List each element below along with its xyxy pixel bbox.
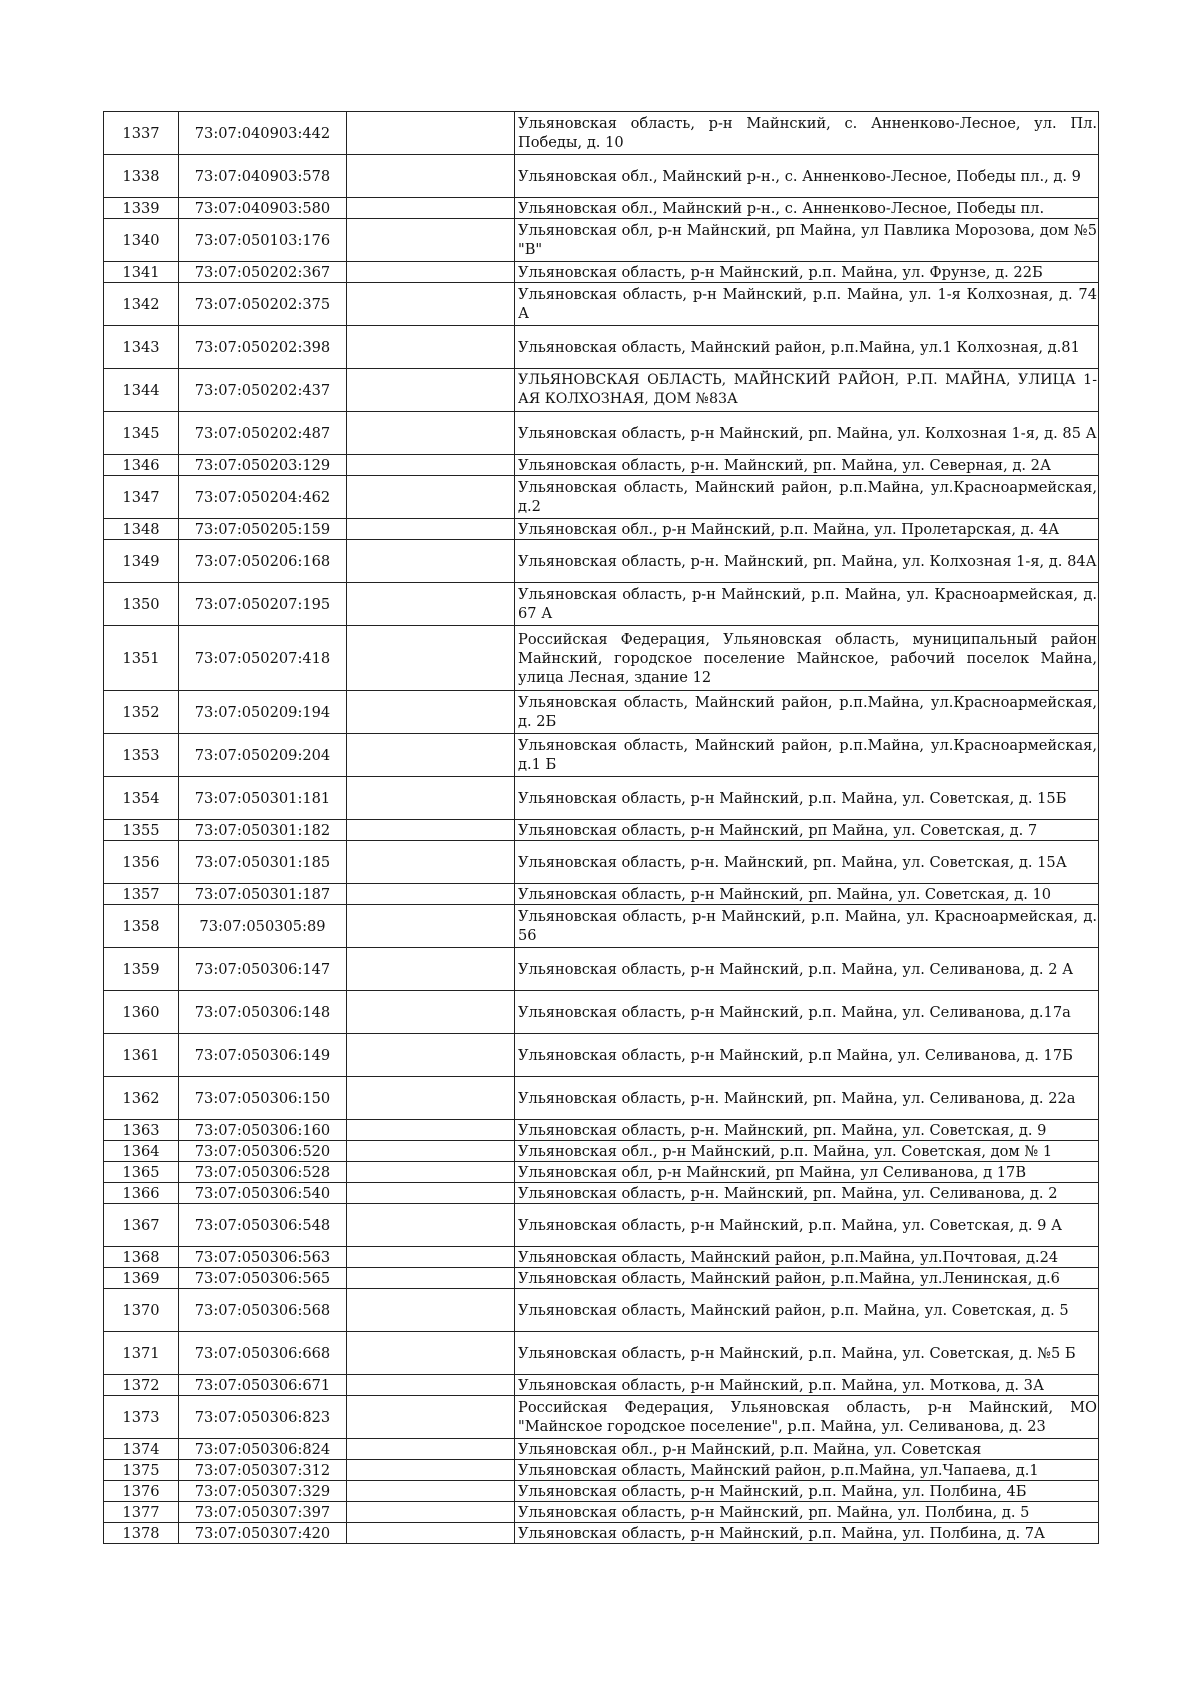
cadastral-number-cell: 73:07:050301:181	[179, 777, 347, 820]
empty-cell	[347, 1162, 515, 1183]
row-number-cell: 1344	[104, 369, 179, 412]
table-row	[104, 691, 1099, 734]
empty-cell	[347, 841, 515, 884]
address-cell: Ульяновская область, р-н. Майнский, рп. Майна, ул. Северная, д. 2А	[515, 455, 1099, 476]
empty-cell	[347, 262, 515, 283]
cadastral-number-cell: 73:07:050306:671	[179, 1375, 347, 1396]
table-row	[104, 948, 1099, 991]
cadastral-number-cell: 73:07:050202:398	[179, 326, 347, 369]
empty-cell	[347, 1332, 515, 1375]
empty-cell	[347, 1077, 515, 1120]
empty-cell	[347, 455, 515, 476]
cadastral-number-cell: 73:07:050103:176	[179, 219, 347, 262]
address-cell: Ульяновская область, р-н Майнский, р.п. Майна, ул. Селиванова, д.17а	[515, 991, 1099, 1034]
empty-cell	[347, 1523, 515, 1544]
address-cell: Ульяновская область, р-н. Майнский, рп. Майна, ул. Колхозная 1-я, д. 84А	[515, 540, 1099, 583]
row-number-cell: 1359	[104, 948, 179, 991]
table-row	[104, 1481, 1099, 1502]
table-row	[104, 884, 1099, 905]
table-row	[104, 1204, 1099, 1247]
row-number-cell: 1362	[104, 1077, 179, 1120]
table-row	[104, 1077, 1099, 1120]
empty-cell	[347, 1120, 515, 1141]
cadastral-number-cell: 73:07:050202:487	[179, 412, 347, 455]
empty-cell	[347, 884, 515, 905]
empty-cell	[347, 112, 515, 155]
empty-cell	[347, 198, 515, 219]
row-number-cell: 1356	[104, 841, 179, 884]
address-cell: Ульяновская область, Майнский район, р.п. Майна, ул. Советская, д. 5	[515, 1289, 1099, 1332]
row-number-cell: 1339	[104, 198, 179, 219]
row-number-cell: 1354	[104, 777, 179, 820]
row-number-cell: 1352	[104, 691, 179, 734]
cadastral-number-cell: 73:07:050306:528	[179, 1162, 347, 1183]
row-number-cell: 1376	[104, 1481, 179, 1502]
address-cell: Ульяновская область, р-н Майнский, рп. Майна, ул. Колхозная 1-я, д. 85 А	[515, 412, 1099, 455]
row-number-cell: 1355	[104, 820, 179, 841]
cadastral-number-cell: 73:07:050305:89	[179, 905, 347, 948]
address-cell: Ульяновская область, р-н Майнский, р.п. Майна, ул. Советская, д. №5 Б	[515, 1332, 1099, 1375]
cadastral-number-cell: 73:07:050301:185	[179, 841, 347, 884]
address-cell: Ульяновская область, р-н. Майнский, рп. Майна, ул. Советская, д. 15А	[515, 841, 1099, 884]
address-cell: Ульяновская область, р-н Майнский, р.п. Майна, ул. Моткова, д. 3А	[515, 1375, 1099, 1396]
address-cell: Ульяновская область, р-н Майнский, р.п. Майна, ул. Советская, д. 9 А	[515, 1204, 1099, 1247]
table-row	[104, 1034, 1099, 1077]
cadastral-number-cell: 73:07:050202:437	[179, 369, 347, 412]
cadastral-number-cell: 73:07:050306:565	[179, 1268, 347, 1289]
table-row	[104, 583, 1099, 626]
cadastral-number-cell: 73:07:040903:580	[179, 198, 347, 219]
row-number-cell: 1360	[104, 991, 179, 1034]
table-row	[104, 777, 1099, 820]
empty-cell	[347, 948, 515, 991]
empty-cell	[347, 734, 515, 777]
address-cell: Ульяновская область, р-н Майнский, с. Анненково-Лесное, ул. Пл. Победы, д. 10	[515, 112, 1099, 155]
address-cell: Ульяновская область, р-н. Майнский, рп. Майна, ул. Селиванова, д. 2	[515, 1183, 1099, 1204]
table-row	[104, 1183, 1099, 1204]
row-number-cell: 1350	[104, 583, 179, 626]
address-cell: Российская Федерация, Ульяновская область, р-н Майнский, МО "Майнское городское поселение", р.п. Майна, ул. Селиванова, д. 23	[515, 1396, 1099, 1439]
cadastral-number-cell: 73:07:050306:668	[179, 1332, 347, 1375]
address-cell: Ульяновская область, Майнский район, р.п.Майна, ул.Красноармейская, д.2	[515, 476, 1099, 519]
cadastral-number-cell: 73:07:050306:149	[179, 1034, 347, 1077]
address-cell: Ульяновская обл., р-н Майнский, р.п. Майна, ул. Пролетарская, д. 4А	[515, 519, 1099, 540]
empty-cell	[347, 1141, 515, 1162]
row-number-cell: 1357	[104, 884, 179, 905]
address-cell: Ульяновская область, р-н Майнский, р.п. Майна, ул. 1-я Колхозная, д. 74 А	[515, 283, 1099, 326]
row-number-cell: 1351	[104, 626, 179, 691]
row-number-cell: 1341	[104, 262, 179, 283]
cadastral-number-cell: 73:07:050202:375	[179, 283, 347, 326]
cadastral-number-cell: 73:07:050306:540	[179, 1183, 347, 1204]
row-number-cell: 1365	[104, 1162, 179, 1183]
row-number-cell: 1346	[104, 455, 179, 476]
cadastral-number-cell: 73:07:050306:548	[179, 1204, 347, 1247]
address-cell: Ульяновская область, р-н Майнский, р.п. Майна, ул. Фрунзе, д. 22Б	[515, 262, 1099, 283]
row-number-cell: 1348	[104, 519, 179, 540]
table-row	[104, 198, 1099, 219]
cadastral-number-cell: 73:07:050306:823	[179, 1396, 347, 1439]
empty-cell	[347, 777, 515, 820]
address-cell: Ульяновская область, р-н Майнский, рп Майна, ул. Советская, д. 7	[515, 820, 1099, 841]
row-number-cell: 1343	[104, 326, 179, 369]
empty-cell	[347, 219, 515, 262]
cadastral-number-cell: 73:07:040903:442	[179, 112, 347, 155]
address-cell: Ульяновская область, р-н Майнский, рп. Майна, ул. Полбина, д. 5	[515, 1502, 1099, 1523]
row-number-cell: 1340	[104, 219, 179, 262]
row-number-cell: 1349	[104, 540, 179, 583]
empty-cell	[347, 1375, 515, 1396]
address-cell: Ульяновская обл, р-н Майнский, рп Майна, ул Павлика Морозова, дом №5 "В"	[515, 219, 1099, 262]
empty-cell	[347, 1502, 515, 1523]
row-number-cell: 1375	[104, 1460, 179, 1481]
address-cell: Ульяновская область, р-н Майнский, р.п. Майна, ул. Полбина, 4Б	[515, 1481, 1099, 1502]
cadastral-number-cell: 73:07:050306:824	[179, 1439, 347, 1460]
address-cell: Ульяновская область, Майнский район, р.п.Майна, ул.Чапаева, д.1	[515, 1460, 1099, 1481]
empty-cell	[347, 1481, 515, 1502]
address-cell: Ульяновская обл, р-н Майнский, рп Майна, ул Селиванова, д 17В	[515, 1162, 1099, 1183]
table-row	[104, 1375, 1099, 1396]
empty-cell	[347, 820, 515, 841]
cadastral-number-cell: 73:07:050207:418	[179, 626, 347, 691]
empty-cell	[347, 326, 515, 369]
empty-cell	[347, 905, 515, 948]
row-number-cell: 1372	[104, 1375, 179, 1396]
empty-cell	[347, 1439, 515, 1460]
table-row	[104, 283, 1099, 326]
empty-cell	[347, 691, 515, 734]
cadastral-number-cell: 73:07:050306:520	[179, 1141, 347, 1162]
empty-cell	[347, 412, 515, 455]
table-row	[104, 991, 1099, 1034]
row-number-cell: 1370	[104, 1289, 179, 1332]
empty-cell	[347, 583, 515, 626]
table-row	[104, 1332, 1099, 1375]
table-row	[104, 262, 1099, 283]
empty-cell	[347, 155, 515, 198]
address-cell: Ульяновская область, р-н Майнский, р.п. Майна, ул. Красноармейская, д. 56	[515, 905, 1099, 948]
empty-cell	[347, 991, 515, 1034]
cadastral-number-cell: 73:07:050301:182	[179, 820, 347, 841]
address-cell: Ульяновская область, Майнский район, р.п.Майна, ул.Почтовая, д.24	[515, 1247, 1099, 1268]
cadastral-number-cell: 73:07:050209:204	[179, 734, 347, 777]
table-row	[104, 841, 1099, 884]
row-number-cell: 1342	[104, 283, 179, 326]
cadastral-number-cell: 73:07:050205:159	[179, 519, 347, 540]
row-number-cell: 1366	[104, 1183, 179, 1204]
address-cell: Ульяновская обл., р-н Майнский, р.п. Майна, ул. Советская, дом № 1	[515, 1141, 1099, 1162]
row-number-cell: 1358	[104, 905, 179, 948]
cadastral-number-cell: 73:07:050306:563	[179, 1247, 347, 1268]
cadastral-number-cell: 73:07:050301:187	[179, 884, 347, 905]
row-number-cell: 1368	[104, 1247, 179, 1268]
address-cell: Ульяновская область, Майнский район, р.п.Майна, ул.Красноармейская, д.1 Б	[515, 734, 1099, 777]
table-row	[104, 734, 1099, 777]
cadastral-number-cell: 73:07:050307:312	[179, 1460, 347, 1481]
empty-cell	[347, 1460, 515, 1481]
empty-cell	[347, 1289, 515, 1332]
address-cell: Ульяновская область, р-н Майнский, р.п. Майна, ул. Селиванова, д. 2 А	[515, 948, 1099, 991]
row-number-cell: 1337	[104, 112, 179, 155]
empty-cell	[347, 540, 515, 583]
row-number-cell: 1361	[104, 1034, 179, 1077]
address-cell: Ульяновская область, р-н Майнский, р.п Майна, ул. Селиванова, д. 17Б	[515, 1034, 1099, 1077]
row-number-cell: 1353	[104, 734, 179, 777]
empty-cell	[347, 1268, 515, 1289]
table-row	[104, 540, 1099, 583]
table-row	[104, 905, 1099, 948]
table-row	[104, 1162, 1099, 1183]
table-body	[104, 112, 1099, 1544]
empty-cell	[347, 1247, 515, 1268]
address-cell: Ульяновская область, Майнский район, р.п.Майна, ул.Красноармейская, д. 2Б	[515, 691, 1099, 734]
cadastral-number-cell: 73:07:050203:129	[179, 455, 347, 476]
cadastral-number-cell: 73:07:050207:195	[179, 583, 347, 626]
table-row	[104, 626, 1099, 691]
cadastral-number-cell: 73:07:050202:367	[179, 262, 347, 283]
empty-cell	[347, 476, 515, 519]
table-row	[104, 112, 1099, 155]
table-row	[104, 519, 1099, 540]
address-cell: Ульяновская область, р-н Майнский, р.п. Майна, ул. Полбина, д. 7А	[515, 1523, 1099, 1544]
empty-cell	[347, 519, 515, 540]
property-table	[103, 111, 1099, 1544]
table-row	[104, 1396, 1099, 1439]
address-cell: Ульяновская область, р-н Майнский, р.п. Майна, ул. Красноармейская, д. 67 А	[515, 583, 1099, 626]
cadastral-number-cell: 73:07:050306:148	[179, 991, 347, 1034]
table-row	[104, 1289, 1099, 1332]
address-cell: УЛЬЯНОВСКАЯ ОБЛАСТЬ, МАЙНСКИЙ РАЙОН, Р.П. МАЙНА, УЛИЦА 1-АЯ КОЛХОЗНАЯ, ДОМ №83А	[515, 369, 1099, 412]
address-cell: Ульяновская область, р-н. Майнский, рп. Майна, ул. Селиванова, д. 22а	[515, 1077, 1099, 1120]
address-cell: Ульяновская область, Майнский район, р.п.Майна, ул.1 Колхозная, д.81	[515, 326, 1099, 369]
row-number-cell: 1371	[104, 1332, 179, 1375]
table-row	[104, 476, 1099, 519]
table-row	[104, 1502, 1099, 1523]
cadastral-number-cell: 73:07:050307:329	[179, 1481, 347, 1502]
table-row	[104, 369, 1099, 412]
cadastral-number-cell: 73:07:050206:168	[179, 540, 347, 583]
cadastral-number-cell: 73:07:050306:150	[179, 1077, 347, 1120]
empty-cell	[347, 626, 515, 691]
row-number-cell: 1377	[104, 1502, 179, 1523]
empty-cell	[347, 1183, 515, 1204]
empty-cell	[347, 1034, 515, 1077]
address-cell: Ульяновская обл., р-н Майнский, р.п. Майна, ул. Советская	[515, 1439, 1099, 1460]
table-row	[104, 1268, 1099, 1289]
address-cell: Ульяновская область, р-н. Майнский, рп. Майна, ул. Советская, д. 9	[515, 1120, 1099, 1141]
table-row	[104, 1247, 1099, 1268]
cadastral-number-cell: 73:07:050307:420	[179, 1523, 347, 1544]
row-number-cell: 1378	[104, 1523, 179, 1544]
row-number-cell: 1364	[104, 1141, 179, 1162]
cadastral-number-cell: 73:07:050307:397	[179, 1502, 347, 1523]
cadastral-number-cell: 73:07:050209:194	[179, 691, 347, 734]
table-row	[104, 820, 1099, 841]
table-row	[104, 155, 1099, 198]
cadastral-number-cell: 73:07:050306:160	[179, 1120, 347, 1141]
row-number-cell: 1369	[104, 1268, 179, 1289]
address-cell: Ульяновская обл., Майнский р-н., с. Анненково-Лесное, Победы пл.	[515, 198, 1099, 219]
row-number-cell: 1347	[104, 476, 179, 519]
table-row	[104, 219, 1099, 262]
empty-cell	[347, 283, 515, 326]
cadastral-number-cell: 73:07:050306:568	[179, 1289, 347, 1332]
address-cell: Ульяновская область, Майнский район, р.п.Майна, ул.Ленинская, д.6	[515, 1268, 1099, 1289]
address-cell: Ульяновская обл., Майнский р-н., с. Анненково-Лесное, Победы пл., д. 9	[515, 155, 1099, 198]
row-number-cell: 1373	[104, 1396, 179, 1439]
cadastral-number-cell: 73:07:050306:147	[179, 948, 347, 991]
table-row	[104, 1523, 1099, 1544]
empty-cell	[347, 1204, 515, 1247]
table-row	[104, 1460, 1099, 1481]
row-number-cell: 1338	[104, 155, 179, 198]
address-cell: Ульяновская область, р-н Майнский, рп. Майна, ул. Советская, д. 10	[515, 884, 1099, 905]
cadastral-number-cell: 73:07:050204:462	[179, 476, 347, 519]
address-cell: Российская Федерация, Ульяновская область, муниципальный район Майнский, городское поселение Майнское, рабочий поселок Майна, улица Лесная, здание 12	[515, 626, 1099, 691]
table-row	[104, 1141, 1099, 1162]
table-row	[104, 412, 1099, 455]
cadastral-number-cell: 73:07:040903:578	[179, 155, 347, 198]
table-row	[104, 326, 1099, 369]
row-number-cell: 1345	[104, 412, 179, 455]
empty-cell	[347, 369, 515, 412]
row-number-cell: 1374	[104, 1439, 179, 1460]
row-number-cell: 1363	[104, 1120, 179, 1141]
row-number-cell: 1367	[104, 1204, 179, 1247]
table-row	[104, 1120, 1099, 1141]
table-row	[104, 1439, 1099, 1460]
empty-cell	[347, 1396, 515, 1439]
address-cell: Ульяновская область, р-н Майнский, р.п. Майна, ул. Советская, д. 15Б	[515, 777, 1099, 820]
table-row	[104, 455, 1099, 476]
